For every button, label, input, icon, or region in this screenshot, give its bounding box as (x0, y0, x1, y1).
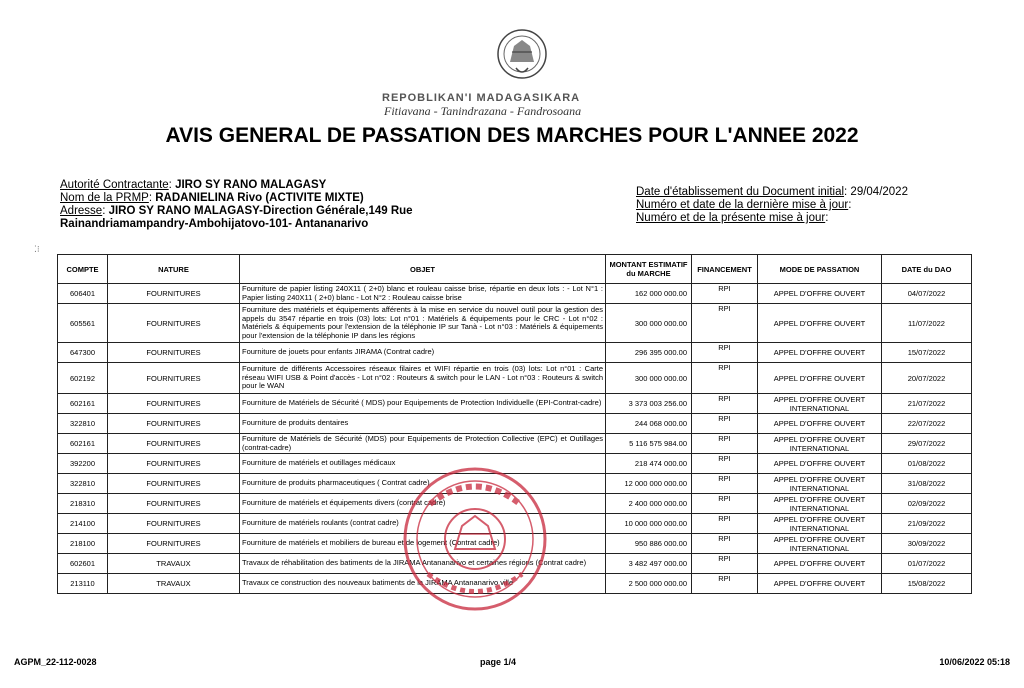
cell-financement: RPI (692, 534, 758, 554)
header-nature: NATURE (108, 255, 240, 284)
cell-mode: APPEL D'OFFRE OUVERT INTERNATIONAL (758, 394, 882, 414)
cell-objet: Fourniture de produits dentaires (240, 414, 606, 434)
footer-reference: AGPM_22-112-0028 (14, 657, 97, 667)
cell-date: 22/07/2022 (882, 414, 972, 434)
cell-montant: 10 000 000 000.00 (606, 514, 692, 534)
cell-nature: FOURNITURES (108, 534, 240, 554)
cell-mode: APPEL D'OFFRE OUVERT (758, 554, 882, 574)
table-row (58, 454, 972, 474)
cell-mode: APPEL D'OFFRE OUVERT (758, 304, 882, 343)
cell-compte: 213110 (58, 574, 108, 594)
cell-montant: 300 000 000.00 (606, 304, 692, 343)
cell-date: 29/07/2022 (882, 434, 972, 454)
header-objet: OBJET (240, 255, 606, 284)
last-update-label: Numéro et date de la dernière mise à jour (636, 199, 849, 211)
country-name: REPOBLIKAN'I MADAGASIKARA (382, 92, 581, 104)
table-row (58, 474, 972, 494)
date-value: 29/04/2022 (850, 186, 908, 198)
cell-mode: APPEL D'OFFRE OUVERT (758, 574, 882, 594)
cell-financement: RPI (692, 284, 758, 304)
cell-montant: 218 474 000.00 (606, 454, 692, 474)
cell-nature: FOURNITURES (108, 454, 240, 474)
prmp-value: RADANIELINA Rivo (ACTIVITE MIXTE) (155, 192, 364, 204)
footer-timestamp: 10/06/2022 05:18 (939, 657, 1010, 667)
table-row (58, 514, 972, 534)
table-row (58, 554, 972, 574)
table-row (58, 574, 972, 594)
cell-financement: RPI (692, 343, 758, 363)
authority-label: Autorité Contractante (60, 179, 169, 191)
cell-objet: Fourniture de jouets pour enfants JIRAMA (Contrat cadre) (240, 343, 606, 363)
cell-compte: 602192 (58, 363, 108, 394)
footer-page-number: page 1/4 (480, 657, 517, 667)
cell-montant: 950 886 000.00 (606, 534, 692, 554)
header-montant: MONTANT ESTIMATIF du MARCHE (606, 255, 692, 284)
cell-nature: FOURNITURES (108, 414, 240, 434)
cell-date: 21/09/2022 (882, 514, 972, 534)
cell-date: 11/07/2022 (882, 304, 972, 343)
cell-objet: Fourniture de produits pharmaceutiques ( Contrat cadre) (240, 474, 606, 494)
table-row (58, 534, 972, 554)
table-header-row (58, 255, 972, 284)
current-update-label: Numéro et de la présente mise à jour (636, 212, 826, 224)
cell-date: 31/08/2022 (882, 474, 972, 494)
cell-montant: 2 500 000 000.00 (606, 574, 692, 594)
document-dates: Date d'établissement du Document initial: 29/04/2022 Numéro et date de la dernière mise à jour: Numéro et de la présente mise à jour: (636, 186, 908, 224)
scan-speckle: ⁚⁝ (34, 244, 40, 254)
cell-date: 21/07/2022 (882, 394, 972, 414)
cell-financement: RPI (692, 574, 758, 594)
cell-objet: Fourniture de matériels et outillages médicaux (240, 454, 606, 474)
cell-compte: 606401 (58, 284, 108, 304)
header-financement: FINANCEMENT (692, 255, 758, 284)
cell-compte: 218310 (58, 494, 108, 514)
cell-montant: 300 000 000.00 (606, 363, 692, 394)
cell-compte: 602161 (58, 434, 108, 454)
cell-mode: APPEL D'OFFRE OUVERT (758, 284, 882, 304)
cell-date: 15/08/2022 (882, 574, 972, 594)
cell-objet: Fourniture de papier listing 240X11 ( 2+0) blanc et rouleau caisse brise, répartie en deux lots : - Lot N°1 : Papier listing 240X11 ( 2+0) blanc - Lot N°2 : Rouleau caisse brise (240, 284, 606, 304)
cell-mode: APPEL D'OFFRE OUVERT (758, 363, 882, 394)
cell-date: 02/09/2022 (882, 494, 972, 514)
cell-mode: APPEL D'OFFRE OUVERT (758, 343, 882, 363)
cell-date: 01/07/2022 (882, 554, 972, 574)
emblem-seal-icon (496, 28, 548, 84)
cell-nature: FOURNITURES (108, 514, 240, 534)
national-motto: Fitiavana - Tanindrazana - Fandrosoana (384, 104, 582, 118)
cell-montant: 244 068 000.00 (606, 414, 692, 434)
cell-objet: Fourniture de matériels roulants (contrat cadre) (240, 514, 606, 534)
header-compte: COMPTE (58, 255, 108, 284)
cell-nature: FOURNITURES (108, 474, 240, 494)
address-label: Adresse (60, 205, 103, 217)
cell-compte: 214100 (58, 514, 108, 534)
cell-date: 15/07/2022 (882, 343, 972, 363)
document-title: AVIS GENERAL DE PASSATION DES MARCHES POUR L'ANNEE 2022 (165, 124, 859, 147)
cell-montant: 162 000 000.00 (606, 284, 692, 304)
table-row (58, 494, 972, 514)
cell-financement: RPI (692, 414, 758, 434)
cell-objet: Travaux de réhabilitation des batiments de la JIRAMA Antananarivo et certaines régions (Contrat cadre) (240, 554, 606, 574)
cell-nature: FOURNITURES (108, 284, 240, 304)
cell-nature: FOURNITURES (108, 494, 240, 514)
cell-nature: FOURNITURES (108, 343, 240, 363)
address-value: JIRO SY RANO MALAGASY-Direction Générale,149 Rue Rainandriamampandry-Ambohijatovo-101- Antananarivo (60, 205, 413, 230)
cell-nature: TRAVAUX (108, 574, 240, 594)
cell-financement: RPI (692, 434, 758, 454)
cell-nature: FOURNITURES (108, 394, 240, 414)
cell-objet: Fourniture de Matériels de Sécurité ( MDS) pour Equipements de Protection Individuelle (EPI-Contrat-cadre) (240, 394, 606, 414)
cell-montant: 12 000 000 000.00 (606, 474, 692, 494)
cell-montant: 3 482 497 000.00 (606, 554, 692, 574)
cell-compte: 322810 (58, 414, 108, 434)
cell-financement: RPI (692, 304, 758, 343)
cell-financement: RPI (692, 474, 758, 494)
cell-financement: RPI (692, 494, 758, 514)
date-label: Date d'établissement du Document initial (636, 186, 845, 198)
cell-montant: 2 400 000 000.00 (606, 494, 692, 514)
cell-objet: Fourniture des matériels et équipements afférents à la mise en service du nouvel outil pour la gestion des appels du 3547 répartie en trois (03) lots: Lot n°01 : Matériels & équipements pour le CRC - Lot n°02 : Matériels & équipements pour l'extension de la téléphonie IP sur Tanà - Lot n°03 : Matériels & équipements pour l'extension de la téléphonie IP dans les régions (240, 304, 606, 343)
cell-compte: 322810 (58, 474, 108, 494)
cell-objet: Fourniture de différents Accessoires réseaux filaires et WIFI répartie en trois (03) lots: Lot n°01 : Carte réseau WIFI USB & Point d'accès - Lot n°02 : Routeurs & switch pour le LAN - Lot n°03 : Routeurs & switch pour le WAN (240, 363, 606, 394)
table-row (58, 414, 972, 434)
table-row (58, 304, 972, 343)
cell-financement: RPI (692, 514, 758, 534)
cell-compte: 218100 (58, 534, 108, 554)
cell-montant: 3 373 003 256.00 (606, 394, 692, 414)
cell-objet: Fourniture de matériels et équipements divers (contrat cadre) (240, 494, 606, 514)
table-row (58, 363, 972, 394)
cell-mode: APPEL D'OFFRE OUVERT INTERNATIONAL (758, 514, 882, 534)
cell-nature: FOURNITURES (108, 363, 240, 394)
cell-financement: RPI (692, 394, 758, 414)
header-date: DATE du DAO (882, 255, 972, 284)
cell-nature: FOURNITURES (108, 434, 240, 454)
authority-info: Autorité Contractante: JIRO SY RANO MALAGASY Nom de la PRMP: RADANIELINA Rivo (ACTIVITE MIXTE) Adresse: JIRO SY RANO MALAGASY-Direction Générale,149 Rue Rainandriamampandry-Ambohijatovo-101- Antananarivo (60, 179, 413, 230)
cell-montant: 5 116 575 984.00 (606, 434, 692, 454)
header-mode: MODE DE PASSATION (758, 255, 882, 284)
cell-financement: RPI (692, 454, 758, 474)
cell-mode: APPEL D'OFFRE OUVERT (758, 414, 882, 434)
cell-objet: Fourniture de Matériels de Sécurité (MDS) pour Equipements de Protection Collective (EPC) et Outillages (contrat-cadre) (240, 434, 606, 454)
procurement-table (57, 254, 972, 594)
cell-mode: APPEL D'OFFRE OUVERT INTERNATIONAL (758, 434, 882, 454)
cell-objet: Fourniture de matériels et mobiliers de bureau et de logement (Contrat cadre) (240, 534, 606, 554)
table-row (58, 434, 972, 454)
cell-mode: APPEL D'OFFRE OUVERT (758, 454, 882, 474)
table-row (58, 394, 972, 414)
cell-compte: 602601 (58, 554, 108, 574)
prmp-label: Nom de la PRMP (60, 192, 149, 204)
cell-nature: TRAVAUX (108, 554, 240, 574)
cell-objet: Travaux ce construction des nouveaux batiments de la JIRAMA Antananarivo ville (240, 574, 606, 594)
cell-financement: RPI (692, 554, 758, 574)
cell-mode: APPEL D'OFFRE OUVERT INTERNATIONAL (758, 534, 882, 554)
cell-mode: APPEL D'OFFRE OUVERT INTERNATIONAL (758, 474, 882, 494)
cell-date: 01/08/2022 (882, 454, 972, 474)
cell-montant: 296 395 000.00 (606, 343, 692, 363)
cell-date: 04/07/2022 (882, 284, 972, 304)
cell-date: 20/07/2022 (882, 363, 972, 394)
cell-compte: 647300 (58, 343, 108, 363)
cell-compte: 602161 (58, 394, 108, 414)
cell-financement: RPI (692, 363, 758, 394)
cell-mode: APPEL D'OFFRE OUVERT INTERNATIONAL (758, 494, 882, 514)
cell-nature: FOURNITURES (108, 304, 240, 343)
cell-compte: 392200 (58, 454, 108, 474)
table-row (58, 343, 972, 363)
cell-date: 30/09/2022 (882, 534, 972, 554)
authority-value: JIRO SY RANO MALAGASY (175, 179, 327, 191)
cell-compte: 605561 (58, 304, 108, 343)
table-row (58, 284, 972, 304)
